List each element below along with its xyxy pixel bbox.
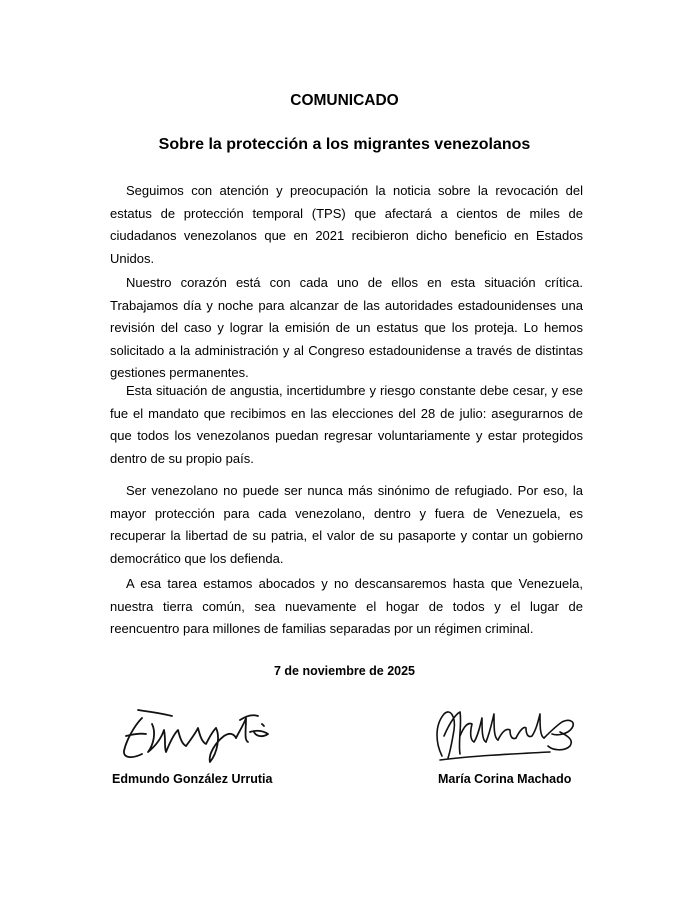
paragraph-5: A esa tarea estamos abocados y no descansaremos hasta que Venezuela, nuestra tierra común, sea nuevamente el hogar de todos y el lugar de reencuentro para millones de familias separadas por un régimen criminal. bbox=[110, 576, 583, 636]
paragraph-4: Ser venezolano no puede ser nunca más sinónimo de refugiado. Por eso, la mayor protección para cada venezolano, dentro y fuera de Venezuela, es recuperar la libertad de su patria, el valor de su pasaporte y contar un gobierno democrático que los defienda. bbox=[110, 483, 583, 566]
signature-right-icon bbox=[420, 696, 590, 771]
paragraph-1: Seguimos con atención y preocupación la noticia sobre la revocación del estatus de protección temporal (TPS) que afectará a cientos de miles de ciudadanos venezolanos que en 2021 recibieron dicho beneficio en Estados Unidos. bbox=[110, 183, 583, 266]
signature-block-left bbox=[112, 696, 282, 786]
signature-block-right bbox=[420, 696, 590, 786]
document-date: 7 de noviembre de 2025 bbox=[273, 664, 416, 678]
paragraph-3: Esta situación de angustia, incertidumbre y riesgo constante debe cesar, y ese fue el mandato que recibimos en las elecciones del 28 de julio: asegurarnos de que todos los venezolanos puedan regresar voluntariamente y estar protegidos dentro de su propio país. bbox=[110, 383, 583, 466]
signatory-name-left: Edmundo González Urrutia bbox=[112, 772, 273, 786]
signature-left-icon bbox=[112, 696, 282, 771]
signatory-name-right: María Corina Machado bbox=[438, 772, 572, 786]
document-subtitle: Sobre la protección a los migrantes venezolanos bbox=[158, 136, 531, 153]
paragraph-2: Nuestro corazón está con cada uno de ellos en esta situación crítica. Trabajamos día y noche para alcanzar de las autoridades estadounidenses una revisión del caso y lograr la emisión de un estatus que los proteja. Lo hemos solicitado a la administración y al Congreso estadounidense a través de distintas gestiones permanentes. bbox=[110, 275, 583, 380]
document-title: COMUNICADO bbox=[290, 92, 399, 109]
